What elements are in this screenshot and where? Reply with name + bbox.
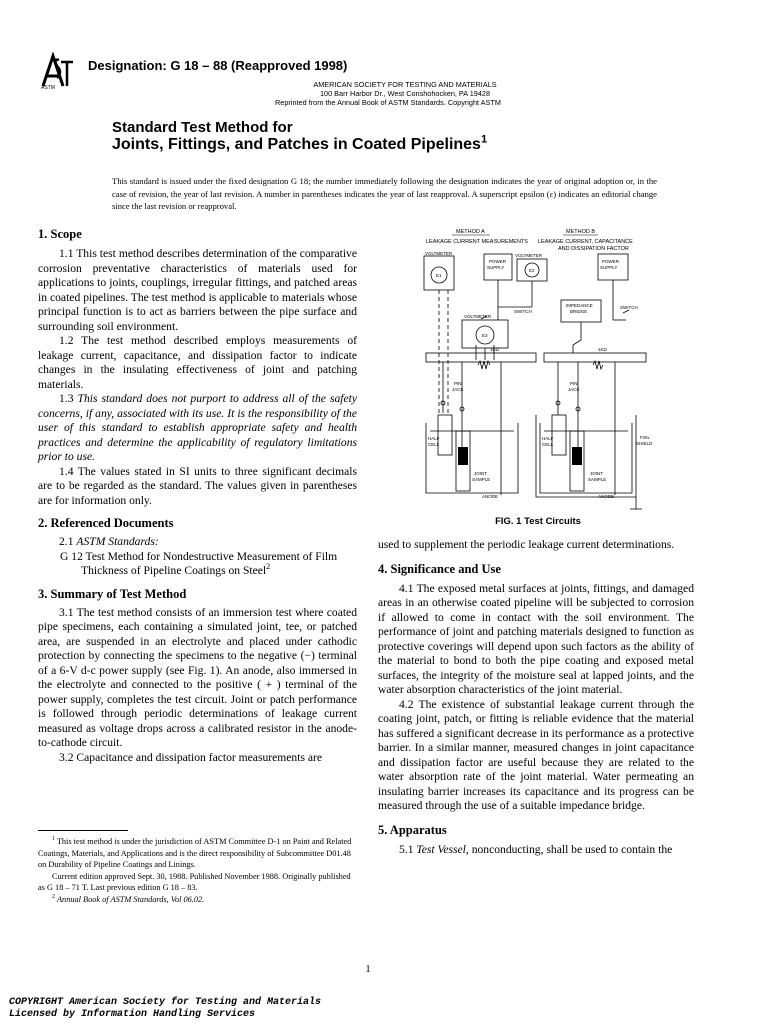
method-b-sub1: LEAKAGE CURRENT, CAPACITANCE: [538, 239, 633, 245]
copyright-line-2: Licensed by Information Handling Services: [9, 1009, 256, 1020]
society-name: AMERICAN SOCIETY FOR TESTING AND MATERIALS: [313, 80, 497, 89]
intro-notice: This standard is issued under the fixed designation G 18; the number immediately following the designation indicates the year of original adoption or, in the case of revision, the year of last revision. A number in parentheses indicates the year of last reapproval. A superscript epsilon (ε) indicates an editorial change since the last revision or reapproval.: [112, 176, 657, 211]
apparatus-heading: 5. Apparatus: [378, 822, 447, 837]
pin-label-a: PIN: [454, 381, 462, 386]
cell-label-b: CELL: [542, 442, 554, 447]
footnote-1: [38, 836, 357, 871]
para-3-2: 3.2 Capacitance and dissipation factor measurements are: [59, 750, 323, 764]
para-5-1-term: Test Vessel: [416, 842, 466, 856]
para-1-2: 1.2 The test method described employs measurements of leakage current, capacitance, and dissipation factor to indicate changes in the insulating effectiveness of joint and patching materials.: [38, 334, 357, 391]
footnote-1-text: This test method is under the jurisdiction of ASTM Committee D-1 on Paint and Related Coatings, Materials, and Applications and is the direct responsibility of Subcommittee D01.48 on Durability of Pipeline Coatings and Linings.: [38, 837, 352, 869]
title-line2: [112, 133, 488, 154]
e2-label: E2: [529, 268, 535, 273]
para-1-3-text: This standard does not purport to address all of the safety concerns, if any, associated with its use. It is the responsibility of the user of this standard to establish appropriate safety and health practices and determine the applicability of regulatory limitations prior to use.: [38, 392, 358, 463]
page-number: 1: [365, 963, 371, 975]
references-heading: 2. Referenced Documents: [38, 516, 174, 530]
test-circuit-diagram: [418, 225, 658, 515]
para-5-1-number: 5.1: [399, 842, 417, 856]
impedance-label: IMPEDANCE: [566, 303, 593, 308]
right-column: [378, 538, 694, 857]
para-4-2: 4.2 The existence of substantial leakage current through the coating joint, patch, or fitting is reliable evidence that the material has suffered a significant decrease in its performance as a protective barrier. In a similar manner, measured changes in joint capacitance and dissipation factor are useful because they are related to the water absorption rate of the joint material. Water permeating an insulating barrier increases its capacitance and its progress can be measured through the use of a suitable impedance bridge.: [378, 697, 694, 812]
summary-heading: 3. Summary of Test Method: [38, 586, 187, 601]
anode-label-b: ANODE: [598, 494, 615, 499]
para-3-2-cont: used to supplement the periodic leakage current determinations.: [378, 538, 675, 551]
half-label-a: HALF: [428, 436, 440, 441]
para-1-3: [38, 392, 357, 465]
title-line1: Standard Test Method for: [112, 119, 293, 136]
joint-label-a: JOINT: [474, 471, 487, 476]
supply-label-a: SUPPLY: [487, 265, 505, 270]
ref-g12: [49, 550, 357, 579]
method-b-label: METHOD B: [566, 229, 596, 235]
astm-logo: [39, 52, 77, 90]
method-a-sub: LEAKAGE CURRENT MEASUREMENTS: [426, 239, 528, 245]
svg-text:ASTM: ASTM: [41, 85, 55, 90]
footnote-2: [38, 894, 357, 906]
switch-label-a: SWITCH: [514, 309, 532, 314]
designation: Designation: G 18 – 88 (Reapproved 1998): [88, 58, 348, 73]
anode-label-a: ANODE: [482, 494, 499, 499]
scope-heading: 1. Scope: [38, 227, 82, 241]
ref-g12-text: G 12 Test Method for Nondestructive Measurement of Film Thickness of Pipeline Coatings on Steel: [60, 549, 338, 577]
significance-heading: 4. Significance and Use: [378, 561, 501, 576]
para-2-1-number: 2.1: [59, 535, 77, 548]
resistor-label-a: 1KΩ: [490, 347, 499, 352]
reprint-notice: Reprinted from the Annual Book of ASTM Standards. Copyright ASTM: [275, 98, 501, 107]
foil-label: FOIL: [640, 435, 651, 440]
para-1-3-number: 1.3: [59, 392, 78, 405]
left-column: [38, 227, 357, 765]
ref-g12-mark: 2: [266, 562, 271, 572]
para-5-1: [378, 843, 694, 858]
pin-label-b: PIN: [570, 381, 578, 386]
voltmeter-label-a: VOLTMETER: [425, 251, 453, 256]
voltmeter-label-a2: VOLTMETER: [515, 253, 543, 258]
footnote-2-mark: 2: [52, 893, 55, 900]
copyright-line-1: COPYRIGHT American Society for Testing and Materials: [9, 997, 322, 1008]
switch-label-b: SWITCH: [620, 305, 638, 310]
footnote-1-mark: 1: [52, 836, 55, 843]
e3-label: E3: [482, 333, 488, 338]
method-a-label: METHOD A: [456, 229, 485, 235]
joint-label-b: JOINT: [590, 471, 603, 476]
society-address: 100 Barr Harbor Dr., West Conshohocken, PA 19428: [319, 89, 491, 98]
para-1-1: 1.1 This test method describes determination of the comparative corrosion preventative characteristics of materials used for applications to joints, couplings, irregular fittings, and patched areas in coated pipelines. The test method is applicable to materials whose principal function is to act as barriers between the pipe surface and surrounding soil environment.: [38, 247, 357, 333]
bridge-label: BRIDGE: [570, 309, 588, 314]
footnote-2-text: Annual Book of ASTM Standards, Vol 06.02.: [56, 894, 205, 904]
shield-label: SHIELD: [636, 441, 653, 446]
footnotes: [38, 836, 357, 905]
power-label-b: POWER: [602, 259, 620, 264]
footnote-rule: [38, 830, 128, 831]
jack-label-b: JACK: [568, 387, 580, 392]
resistor-label-b: 1KΩ: [598, 347, 607, 352]
para-2-1: [38, 535, 357, 550]
figure-caption: FIG. 1 Test Circuits: [495, 516, 581, 527]
half-label-b: HALF: [542, 436, 554, 441]
e1-label: E1: [436, 273, 442, 278]
method-b-sub2: AND DISSIPATION FACTOR: [558, 246, 629, 252]
para-2-1-text: ASTM Standards:: [76, 535, 159, 548]
power-label-a: POWER: [489, 259, 507, 264]
para-1-4: 1.4 The values stated in SI units to three significant decimals are to be regarded as the standard. The values given in parentheses are for information only.: [38, 464, 357, 507]
title-footnote-mark: 1: [480, 133, 488, 146]
sample-label-a: SAMPLE: [472, 477, 491, 482]
cell-label-a: CELL: [428, 442, 440, 447]
para-3-1: 3.1 The test method consists of an immersion test where coated pipe specimens, each containing a simulated joint, tee, or patched area, are suspended in an electrolyte and placed under cathodic protection by connecting the specimens to the negative (−) terminal of a 6-V d-c power supply (see Fig. 1). An anode, also immersed in the electrolyte and connected to the positive ( + ) terminal of the power supply, completes the test circuit. Joint or patch performance is followed through periodic determinations of leakage current measured as voltage drops across a calibrated resistor in the anode-to-cathode circuit.: [38, 605, 357, 749]
figure-1: [418, 225, 658, 515]
voltmeter-label-a3: VOLTMETER: [464, 314, 492, 319]
para-4-1: 4.1 The exposed metal surfaces at joints, fittings, and damaged areas in an otherwise coated pipeline will be subjected to corrosion if allowed to come in contact with the soil environment. The performance of joint and patching materials designed to function as protective coverings will depend upon such factors as the ability of the material to bond to both the pipe coating and exposed metal surfaces, the integrity of the moisture seal at lapped joints, and the water absorption characteristics of the joint material.: [378, 581, 694, 696]
footnote-1b: Current edition approved Sept. 30, 1988. Published November 1988. Originally published as G 18 – 71 T. Last previous edition G 18 – 83.: [38, 871, 351, 892]
title-text: Joints, Fittings, and Patches in Coated Pipelines: [112, 136, 481, 153]
supply-label-b: SUPPLY: [600, 265, 618, 270]
para-5-1-text: , nonconducting, shall be used to contain the: [465, 842, 673, 856]
jack-label-a: JACK: [452, 387, 464, 392]
sample-label-b: SAMPLE: [588, 477, 607, 482]
